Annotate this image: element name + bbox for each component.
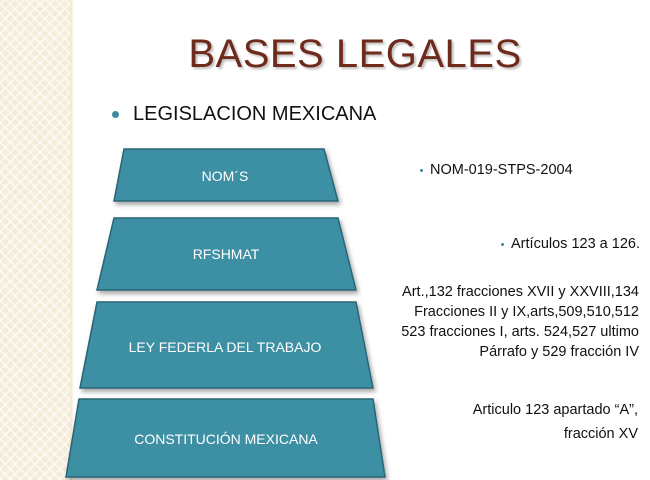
constitucion-detail (390, 398, 638, 446)
pyramid-tier-1-label: NOM´S (201, 168, 249, 184)
lft-detail-line-4: Párrafo y 529 fracción IV (479, 344, 639, 360)
slide-title: BASES LEGALES (188, 32, 522, 76)
constitucion-detail-line-1: Articulo 123 apartado “A”, (472, 402, 638, 418)
pyramid-tier-2-label: RFSHMAT (192, 246, 260, 262)
rfshmat-bullet-icon (501, 243, 504, 246)
rfshmat-detail (400, 234, 640, 254)
pyramid-tier-3-label: LEY FEDERLA DEL TRABAJO (128, 339, 322, 355)
nom-bullet-icon (420, 169, 423, 172)
constitucion-detail-line-2: fracción XV (563, 426, 638, 442)
rfshmat-detail-text: Artículos 123 a 126. (511, 236, 640, 252)
lft-detail-line-1: Art.,132 fracciones XVII y XXVIII,134 (402, 284, 639, 300)
lft-detail-line-3: 523 fracciones I, arts. 524,527 ultimo (401, 324, 639, 340)
lft-detail-line-2: Fracciones II y IX,arts,509,510,512 (414, 304, 639, 320)
nom-detail (420, 160, 640, 180)
main-bullet-text: LEGISLACION MEXICANA (133, 103, 377, 125)
pyramid-tier-4-label: CONSTITUCIÓN MEXICANA (134, 431, 318, 447)
nom-detail-text: NOM-019-STPS-2004 (430, 162, 573, 178)
lft-detail (355, 282, 639, 362)
